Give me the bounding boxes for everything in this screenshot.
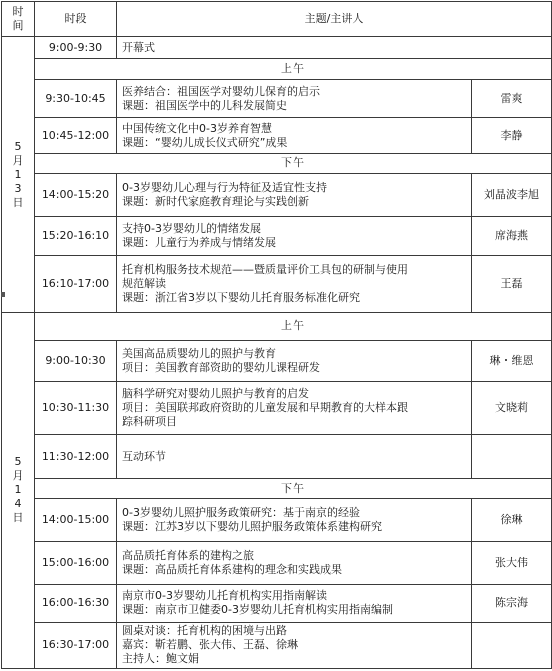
- topic-line: 课题：新时代家庭教育理论与实践创新: [122, 195, 309, 208]
- topic-line: 课题：浙江省3岁以下婴幼儿托育服务标准化研究: [122, 290, 360, 304]
- speaker-cell: 雷爽: [472, 80, 552, 118]
- topic-cell: [117, 542, 472, 585]
- topic-line: 课题：儿童行为养成与情绪发展: [122, 236, 276, 250]
- date-cell: [2, 312, 35, 668]
- topic-line: 美国高品质婴幼儿的照护与教育: [122, 346, 276, 360]
- time-cell: 16:10-17:00: [35, 256, 117, 313]
- topic-line: 开幕式: [122, 40, 155, 54]
- speaker-cell: 席海燕: [472, 217, 552, 256]
- speaker-cell: 徐琳: [472, 499, 552, 542]
- topic-cell: [117, 381, 472, 435]
- topic-line: 互动环节: [122, 449, 166, 463]
- speaker-cell: 文晓莉: [472, 381, 552, 435]
- schedule-row: [2, 58, 552, 79]
- topic-line: 课题：南京市卫健委0-3岁婴幼儿托育机构实用指南编制: [122, 603, 393, 617]
- topic-line: 课题：高品质托育体系建构的理念和实践成果: [122, 563, 342, 577]
- speaker-cell: [472, 622, 552, 668]
- topic-line: 0-3岁婴幼儿照护服务政策研究：基于南京的经验: [122, 506, 360, 520]
- page-edge-mark: [1, 292, 5, 297]
- topic-line: 南京市0-3岁婴幼儿托育机构实用指南解读: [122, 589, 327, 603]
- schedule-row: [2, 173, 552, 217]
- date-char: 1: [14, 167, 22, 181]
- header-date-char: 时: [12, 5, 24, 19]
- section-label-pm: 下午: [35, 479, 552, 499]
- topic-cell: [117, 173, 472, 217]
- topic-line: 医养结合：祖国医学对婴幼儿保育的启示: [122, 84, 320, 98]
- schedule-row: [2, 117, 552, 153]
- schedule-row: [2, 542, 552, 585]
- date-char: 日: [12, 511, 24, 525]
- speaker-cell: 陈宗海: [472, 585, 552, 623]
- time-cell: 9:00-10:30: [35, 340, 117, 381]
- time-cell: 10:30-11:30: [35, 381, 117, 435]
- section-label-am: 上午: [35, 312, 552, 340]
- time-cell: 16:00-16:30: [35, 585, 117, 623]
- date-char: 日: [12, 195, 24, 209]
- speaker-cell: 琳・维恩: [472, 340, 552, 381]
- topic-cell: [117, 80, 472, 118]
- schedule-row: [2, 256, 552, 313]
- time-cell: 15:20-16:10: [35, 217, 117, 256]
- date-char: 月: [12, 153, 24, 167]
- time-cell: 14:00-15:00: [35, 499, 117, 542]
- time-cell: 10:45-12:00: [35, 117, 117, 153]
- header-time: 时段: [35, 2, 117, 37]
- schedule-row: [2, 622, 552, 668]
- topic-cell: [117, 585, 472, 623]
- topic-line: 高品质托育体系的建构之旅: [122, 549, 254, 563]
- date-char: 5: [14, 455, 22, 469]
- schedule-row: [2, 479, 552, 499]
- time-cell: 15:00-16:00: [35, 542, 117, 585]
- section-label-am: 上午: [35, 58, 552, 79]
- topic-line: 托育机构服务技术规范——暨质量评价工具包的研制与使用: [122, 262, 408, 276]
- topic-line: 中国传统文化中0-3岁养育智慧: [122, 121, 272, 135]
- header-row: [2, 2, 552, 37]
- topic-line: 圆桌对谈：托育机构的困境与出路: [122, 624, 287, 638]
- schedule-row: [2, 217, 552, 256]
- date-char: 月: [12, 469, 24, 483]
- time-cell: 11:30-12:00: [35, 435, 117, 479]
- topic-line: 嘉宾：靳若鹏、张大伟、王磊、徐琳: [122, 638, 298, 652]
- schedule-row: [2, 154, 552, 173]
- schedule-table: [1, 1, 552, 669]
- topic-line: 项目：美国联邦政府资助的儿童发展和早期教育的大样本跟: [122, 400, 408, 414]
- header-date: [2, 2, 35, 37]
- speaker-cell: 王磊: [472, 256, 552, 313]
- schedule-row: [2, 585, 552, 623]
- topic-cell: [117, 622, 472, 668]
- topic-line: 主持人：鲍文娟: [122, 652, 199, 666]
- topic-cell: [117, 217, 472, 256]
- section-label-pm: 下午: [35, 154, 552, 173]
- date-cell: [2, 37, 35, 313]
- date-char: 4: [14, 497, 22, 511]
- time-cell: 16:30-17:00: [35, 622, 117, 668]
- topic-line: 脑科学研究对婴幼儿照护与教育的启发: [122, 386, 309, 400]
- date-char: 1: [14, 483, 22, 497]
- topic-cell: [117, 256, 472, 313]
- speaker-cell: 李静: [472, 117, 552, 153]
- topic-line: 踪科研项目: [122, 414, 177, 428]
- speaker-cell: [472, 435, 552, 479]
- schedule-row: [2, 340, 552, 381]
- topic-cell: [117, 435, 472, 479]
- schedule-row: [2, 80, 552, 118]
- schedule-row: [2, 37, 552, 58]
- topic-line: 支持0-3岁婴幼儿的情绪发展: [122, 222, 261, 236]
- topic-cell: [117, 117, 472, 153]
- schedule-row: [2, 435, 552, 479]
- speaker-cell: 张大伟: [472, 542, 552, 585]
- time-cell: 9:30-10:45: [35, 80, 117, 118]
- speaker-cell: 刘晶波李旭: [472, 173, 552, 217]
- topic-line: 规范解读: [122, 276, 166, 290]
- topic-cell: [117, 340, 472, 381]
- date-char: 5: [14, 139, 22, 153]
- topic-cell: [117, 37, 552, 58]
- time-cell: 9:00-9:30: [35, 37, 117, 58]
- topic-line: 课题：江苏3岁以下婴幼儿照护服务政策体系建构研究: [122, 520, 382, 534]
- schedule-row: [2, 312, 552, 340]
- time-cell: 14:00-15:20: [35, 173, 117, 217]
- topic-line: 课题：“婴幼儿成长仪式研究”成果: [122, 135, 288, 149]
- schedule-row: [2, 381, 552, 435]
- topic-line: 课题：祖国医学中的儿科发展简史: [122, 98, 287, 112]
- schedule-row: [2, 499, 552, 542]
- header-topic: 主题/主讲人: [117, 2, 552, 37]
- header-date-char: 间: [12, 19, 24, 33]
- topic-line: 项目：美国教育部资助的婴幼儿课程研发: [122, 360, 320, 374]
- topic-line: 0-3岁婴幼儿心理与行为特征及适宜性支持: [122, 181, 327, 194]
- topic-cell: [117, 499, 472, 542]
- date-char: 3: [14, 181, 22, 195]
